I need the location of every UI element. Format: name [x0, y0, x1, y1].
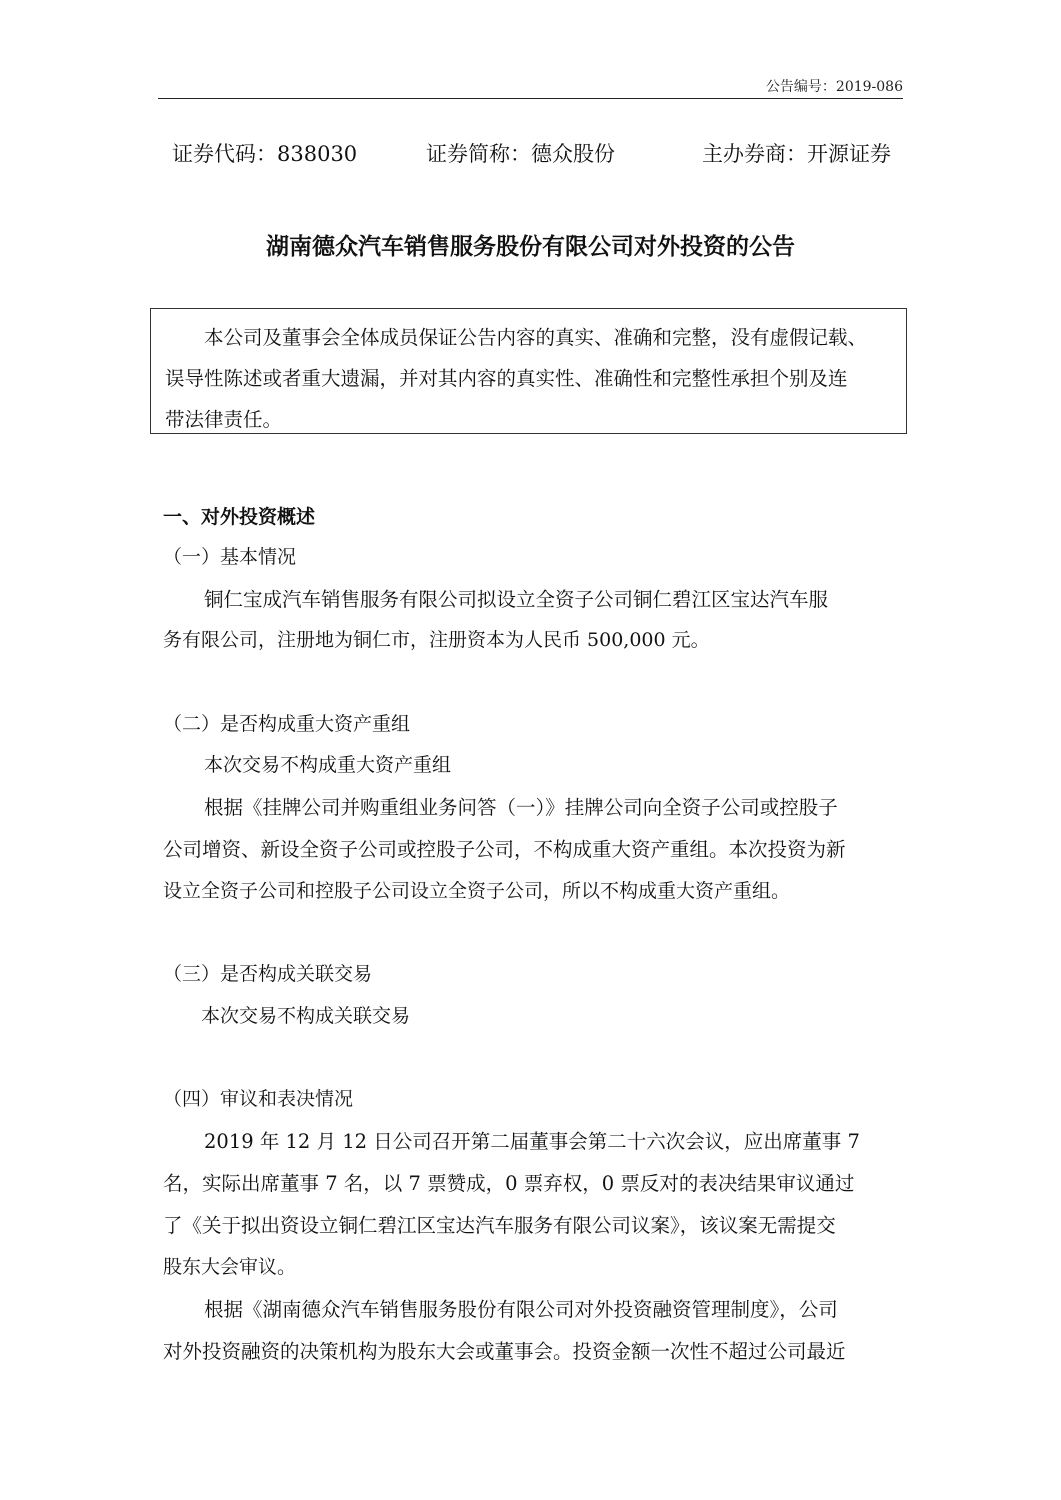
header-divider: [158, 98, 903, 99]
subsection-heading-4: （四）审议和表决情况: [163, 1088, 354, 1110]
paragraph-line: 公司增资、新设全资子公司或控股子公司，不构成重大资产重组。本次投资为新: [163, 838, 846, 861]
paragraph-line: 铜仁宝成汽车销售服务有限公司拟设立全资子公司铜仁碧江区宝达汽车服: [204, 588, 829, 611]
stock-code: 证券代码：838030: [172, 142, 358, 166]
paragraph-line: 务有限公司，注册地为铜仁市，注册资本为人民币 500,000 元。: [163, 629, 710, 651]
subsection-heading-1: （一）基本情况: [163, 546, 297, 568]
paragraph-line: 设立全资子公司和控股子公司设立全资子公司，所以不构成重大资产重组。: [163, 880, 791, 902]
stock-short-name: 证券简称：德众股份: [426, 142, 615, 166]
paragraph-line: 本次交易不构成关联交易: [201, 1005, 411, 1027]
disclaimer-line-3: 带法律责任。: [165, 408, 283, 431]
paragraph-line: 本次交易不构成重大资产重组: [204, 754, 452, 776]
document-title: 湖南德众汽车销售服务股份有限公司对外投资的公告: [266, 233, 795, 260]
paragraph-line: 对外投资融资的决策机构为股东大会或董事会。投资金额一次性不超过公司最近: [163, 1340, 846, 1363]
disclaimer-line-1: 本公司及董事会全体成员保证公告内容的真实、准确和完整，没有虚假记载、: [204, 326, 868, 349]
disclaimer-line-2: 误导性陈述或者重大遗漏，并对其内容的真实性、准确性和完整性承担个别及连: [165, 367, 848, 390]
announcement-number: 公告编号：2019-086: [765, 79, 903, 95]
subsection-heading-2: （二）是否构成重大资产重组: [163, 713, 411, 735]
paragraph-line: 根据《挂牌公司并购重组业务问答（一）》挂牌公司向全资子公司或控股子: [204, 796, 838, 819]
paragraph-line: 2019 年 12 月 12 日公司召开第二届董事会第二十六次会议，应出席董事 7: [204, 1130, 860, 1153]
sponsor-broker: 主办券商：开源证券: [702, 142, 891, 166]
paragraph-line: 名，实际出席董事 7 名，以 7 票赞成，0 票弃权，0 票反对的表决结果审议通过: [163, 1172, 855, 1195]
paragraph-line: 了《关于拟出资设立铜仁碧江区宝达汽车服务有限公司议案》，该议案无需提交: [163, 1214, 836, 1237]
section-heading: 一、对外投资概述: [163, 506, 316, 528]
paragraph-line: 股东大会审议。: [163, 1256, 297, 1278]
subsection-heading-3: （三）是否构成关联交易: [163, 963, 373, 985]
paragraph-line: 根据《湖南德众汽车销售服务股份有限公司对外投资融资管理制度》，公司: [204, 1298, 838, 1321]
